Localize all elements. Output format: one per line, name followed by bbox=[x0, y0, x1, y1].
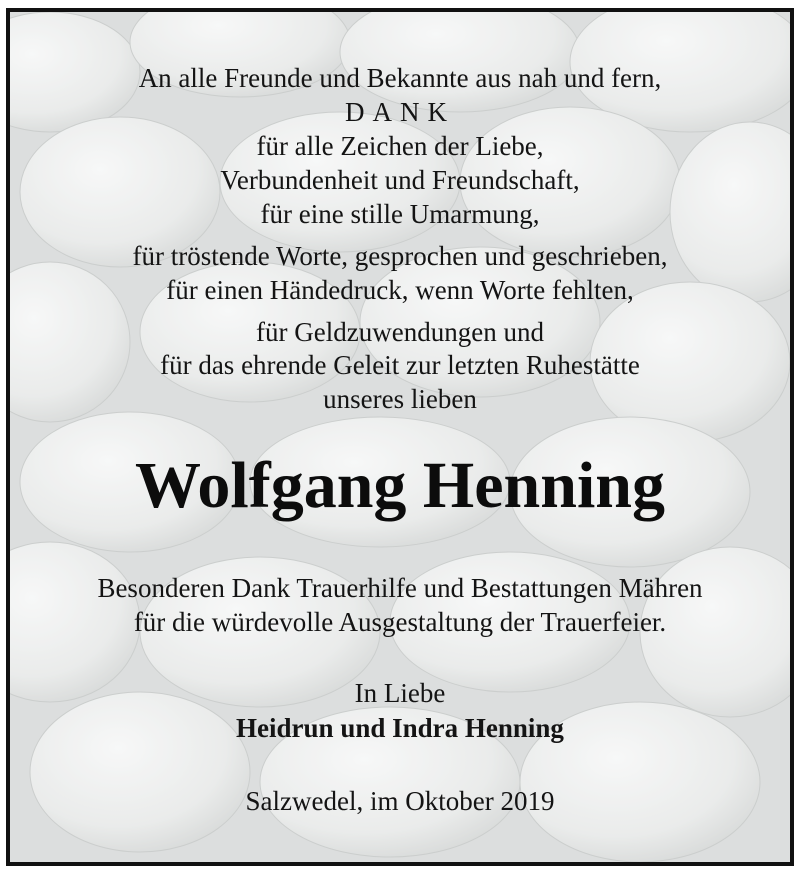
gratitude-line: für tröstende Worte, gesprochen und geschrieben, bbox=[132, 241, 668, 271]
deceased-name: Wolfgang Henning bbox=[135, 449, 665, 522]
gratitude-line: für Geldzuwendungen und bbox=[256, 317, 544, 347]
gratitude-line: für das ehrende Geleit zur letzten Ruhestätte bbox=[160, 350, 640, 380]
gratitude-line: für einen Händedruck, wenn Worte fehlten, bbox=[166, 275, 634, 305]
obituary-card bbox=[6, 8, 794, 866]
gratitude-line: Verbundenheit und Freundschaft, bbox=[220, 165, 580, 195]
gratitude-line: für eine stille Umarmung, bbox=[260, 199, 540, 229]
special-thanks-line: Besonderen Dank Trauerhilfe und Bestattungen Mähren bbox=[97, 573, 703, 603]
special-thanks-line: für die würdevolle Ausgestaltung der Trauerfeier. bbox=[133, 607, 667, 637]
gratitude-line: unseres lieben bbox=[323, 384, 477, 414]
signatories: Heidrun und Indra Henning bbox=[236, 713, 564, 743]
obituary-text bbox=[10, 12, 790, 862]
gratitude-line: für alle Zeichen der Liebe, bbox=[256, 131, 544, 161]
place-date: Salzwedel, im Oktober 2019 bbox=[245, 786, 555, 816]
closing-line: In Liebe bbox=[354, 678, 446, 708]
intro-line: An alle Freunde und Bekannte aus nah und fern, bbox=[138, 63, 662, 93]
dank-heading: DANK bbox=[345, 97, 455, 127]
